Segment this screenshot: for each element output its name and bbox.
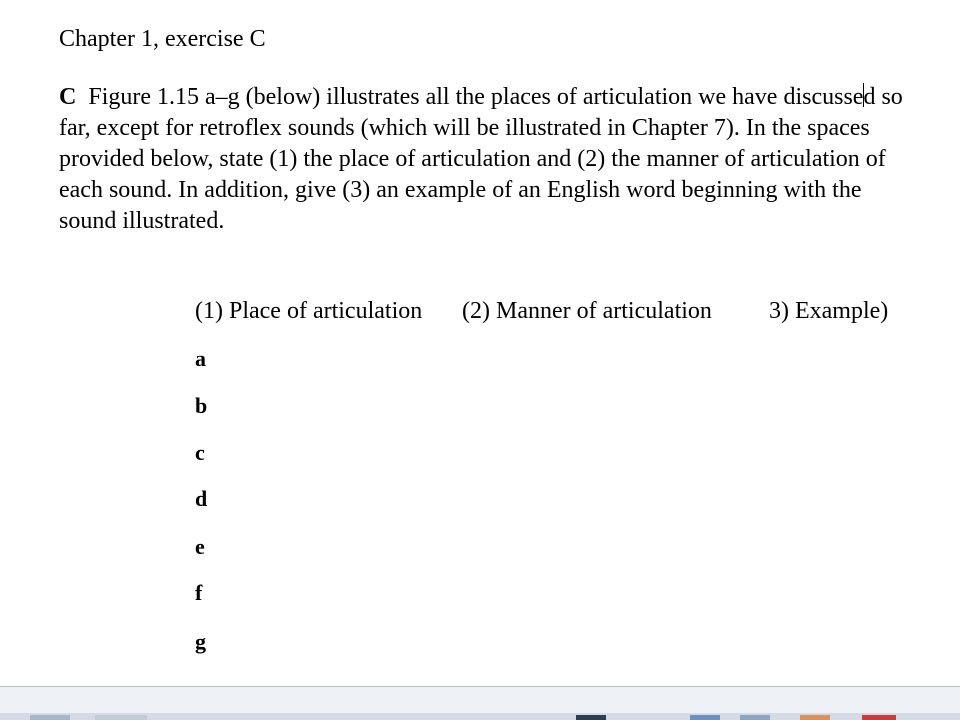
row-label-c: c [195, 440, 205, 465]
taskbar-button[interactable] [95, 715, 147, 720]
exercise-heading: Chapter 1, exercise C [59, 26, 266, 52]
taskbar-button[interactable] [862, 715, 896, 720]
column-header-manner: (2) Manner of articulation [462, 298, 712, 324]
taskbar-button[interactable] [740, 715, 770, 720]
row-label-b: b [195, 393, 208, 418]
column-header-example: 3) Example) [769, 298, 889, 324]
paragraph-line-1-text-b: d so [863, 84, 903, 110]
row-label-a: a [195, 346, 206, 371]
row-label-g: g [195, 629, 206, 654]
instructions-paragraph[interactable] [59, 82, 903, 237]
exercise-marker: C [59, 84, 77, 110]
paragraph-line-1 [59, 82, 903, 113]
taskbar-button[interactable] [690, 715, 720, 720]
taskbar-button[interactable] [800, 715, 830, 720]
taskbar-button[interactable] [30, 715, 70, 720]
row-label-f: f [195, 580, 203, 605]
row-label-d: d [195, 486, 208, 511]
paragraph-line-2: far, except for retroflex sounds (which will be illustrated in Chapter 7). In the spaces [59, 115, 870, 141]
paragraph-line-3: provided below, state (1) the place of articulation and (2) the manner of articulation of [59, 146, 886, 172]
paragraph-line-4: each sound. In addition, give (3) an example of an English word beginning with the [59, 177, 862, 203]
row-label-e: e [195, 534, 205, 559]
taskbar-button[interactable] [576, 715, 606, 720]
paragraph-line-5: sound illustrated. [59, 208, 225, 234]
paragraph-line-1-text-a: Figure 1.15 a–g (below) illustrates all the places of articulation we have discusse [88, 84, 864, 110]
taskbar [0, 686, 960, 720]
column-header-place: (1) Place of articulation [195, 298, 423, 324]
